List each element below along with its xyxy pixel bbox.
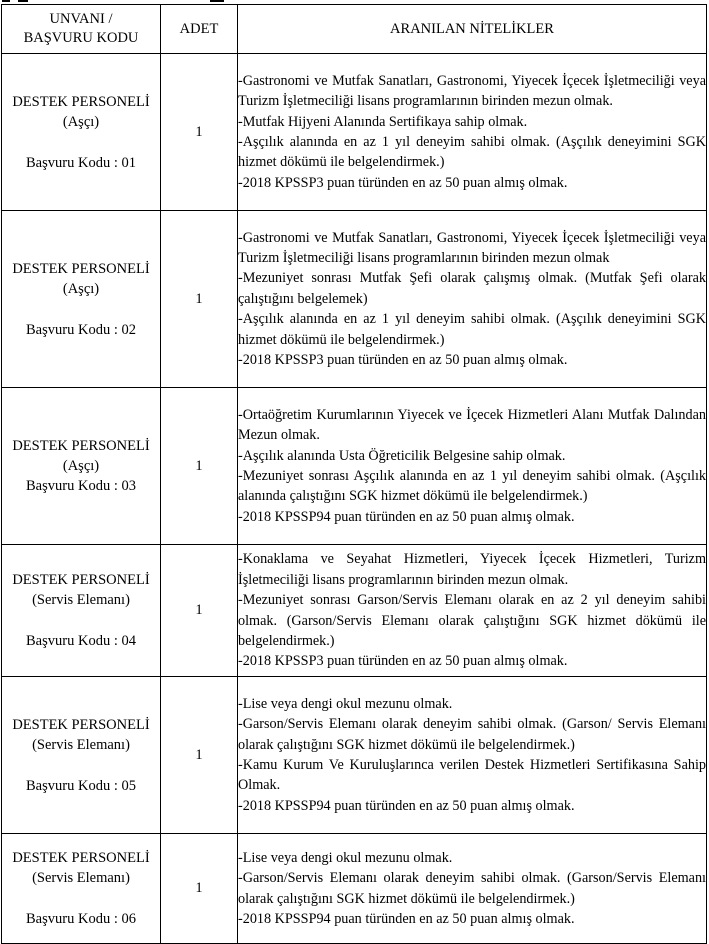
requirement-item: -Mutfak Hijyeni Alanında Sertifikaya sahip olmak. xyxy=(238,113,528,130)
quantity-cell: 1 xyxy=(161,677,238,834)
position-cell xyxy=(2,677,161,834)
requirement-item: -Garson/Servis Elemanı olarak deneyim sahibi olmak. (Garson/ Servis Elemanı olarak çalıştığını SGK hizmet dökümü ile belgelendirmek.) xyxy=(238,716,706,753)
position-title: DESTEK PERSONELİ xyxy=(12,572,150,588)
position-role: (Aşçı) xyxy=(62,280,100,297)
quantity-cell: 1 xyxy=(161,545,238,677)
position-title: DESTEK PERSONELİ xyxy=(12,260,150,277)
position-role: (Aşçı) xyxy=(62,113,100,130)
requirements-cell xyxy=(238,677,707,834)
header-adet: ADET xyxy=(161,5,238,54)
requirement-item: -Mezuniyet sonrası Aşçılık alanında en az 1 yıl deneyim sahibi olmak. (Aşçılık alanında çalıştığını SGK hizmet dökümü ile belgelendirmek.) xyxy=(238,468,706,505)
quantity-cell: 1 xyxy=(161,834,238,944)
requirement-item: -Lise veya dengi okul mezunu olmak. xyxy=(238,695,453,712)
position-title: DESTEK PERSONELİ xyxy=(12,850,150,866)
header-nitelikler: ARANILAN NİTELİKLER xyxy=(238,5,707,54)
requirements-cell xyxy=(238,545,707,677)
position-role: (Servis Elemanı) xyxy=(32,870,130,886)
application-code: Başvuru Kodu : 04 xyxy=(26,633,136,649)
requirement-item: -Gastronomi ve Mutfak Sanatları, Gastronomi, Yiyecek İçecek İşletmeciliği veya Turizm İşletmeciliği lisans programlarının birinden mezun olmak. xyxy=(238,72,706,110)
quantity-cell: 1 xyxy=(161,388,238,545)
requirement-item: -Aşçılık alanında Usta Öğreticilik Belgesine sahip olmak. xyxy=(238,447,566,464)
position-role: (Aşçı) xyxy=(62,458,100,474)
quantity-cell: 1 xyxy=(161,54,238,211)
application-code: Başvuru Kodu : 02 xyxy=(26,321,136,338)
quantity-cell: 1 xyxy=(161,211,238,388)
position-title: DESTEK PERSONELİ xyxy=(12,93,150,110)
requirement-item: -2018 KPSSP94 puan türünden en az 50 puan almış olmak. xyxy=(238,508,575,525)
position-role: (Servis Elemanı) xyxy=(32,736,130,753)
requirement-item: -Aşçılık alanında en az 1 yıl deneyim sahibi olmak. (Aşçılık deneyimini SGK hizmet dökümü ile belgelendirmek.) xyxy=(238,134,706,171)
requirement-item: -2018 KPSSP94 puan türünden en az 50 puan almış olmak. xyxy=(238,910,575,927)
requirement-item: -2018 KPSSP3 puan türünden en az 50 puan almış olmak. xyxy=(238,174,568,191)
position-title: DESTEK PERSONELİ xyxy=(12,438,150,454)
requirements-cell xyxy=(238,834,707,944)
table-row xyxy=(2,211,707,388)
requirement-item: -Lise veya dengi okul mezunu olmak. xyxy=(238,849,453,866)
requirements-table xyxy=(1,4,707,944)
application-code: Başvuru Kodu : 05 xyxy=(26,777,136,794)
table-header-row xyxy=(2,5,707,54)
requirement-item: -Mezuniyet sonrası Mutfak Şefi olarak çalışmış olmak. (Mutfak Şefi olarak çalıştığını belgelemek) xyxy=(238,270,706,307)
header-unvan xyxy=(2,5,161,54)
header-unvan-line2: BAŞVURU KODU xyxy=(23,30,139,46)
position-cell xyxy=(2,388,161,545)
table-row xyxy=(2,388,707,545)
table-row xyxy=(2,677,707,834)
requirement-item: -Garson/Servis Elemanı olarak deneyim sahibi olmak. (Garson/Servis Elemanı olarak çalıştığını SGK hizmet dökümü ile belgelendirmek.) xyxy=(238,870,706,907)
requirements-cell xyxy=(238,211,707,388)
header-unvan-line1: UNVANI / xyxy=(49,11,113,27)
table-row xyxy=(2,545,707,677)
position-cell xyxy=(2,211,161,388)
position-title: DESTEK PERSONELİ xyxy=(12,716,150,733)
requirement-item: -Gastronomi ve Mutfak Sanatları, Gastronomi, Yiyecek İçecek İşletmeciliği veya Turizm İşletmeciliği lisans programlarının birinden mezun olmak xyxy=(238,229,706,266)
requirement-item: -2018 KPSSP94 puan türünden en az 50 puan almış olmak. xyxy=(238,797,575,814)
requirement-item: -Mezuniyet sonrası Garson/Servis Elemanı olarak en az 2 yıl deneyim sahibi olmak. (Garson/Servis Elemanı olarak çalıştığını SGK hizmet dökümü ile belgelendirmek.) xyxy=(238,592,706,649)
position-cell xyxy=(2,834,161,944)
table-row xyxy=(2,834,707,944)
requirement-item: -2018 KPSSP3 puan türünden en az 50 puan almış olmak. xyxy=(238,653,568,670)
requirement-item: -Konaklama ve Seyahat Hizmetleri, Yiyecek İçecek Hizmetleri, Turizm İşletmeciliği lisans programlarının birinden mezun olmak. xyxy=(238,551,706,588)
requirements-cell xyxy=(238,54,707,211)
application-code: Başvuru Kodu : 03 xyxy=(26,478,136,494)
application-code: Başvuru Kodu : 01 xyxy=(26,154,136,171)
requirement-item: -Aşçılık alanında en az 1 yıl deneyim sahibi olmak. (Aşçılık deneyimini SGK hizmet dökümü ile belgelendirmek.) xyxy=(238,311,706,348)
table-row xyxy=(2,54,707,211)
requirement-item: -Ortaöğretim Kurumlarının Yiyecek ve İçecek Hizmetleri Alanı Mutfak Dalından Mezun olmak. xyxy=(238,406,706,444)
requirement-item: -2018 KPSSP3 puan türünden en az 50 puan almış olmak. xyxy=(238,352,568,369)
requirement-item: -Kamu Kurum Ve Kuruluşlarınca verilen Destek Hizmetleri Sertifikasına Sahip Olmak. xyxy=(238,757,706,794)
position-cell xyxy=(2,545,161,677)
requirements-cell xyxy=(238,388,707,545)
application-code: Başvuru Kodu : 06 xyxy=(26,911,136,927)
position-cell xyxy=(2,54,161,211)
position-role: (Servis Elemanı) xyxy=(32,592,130,608)
